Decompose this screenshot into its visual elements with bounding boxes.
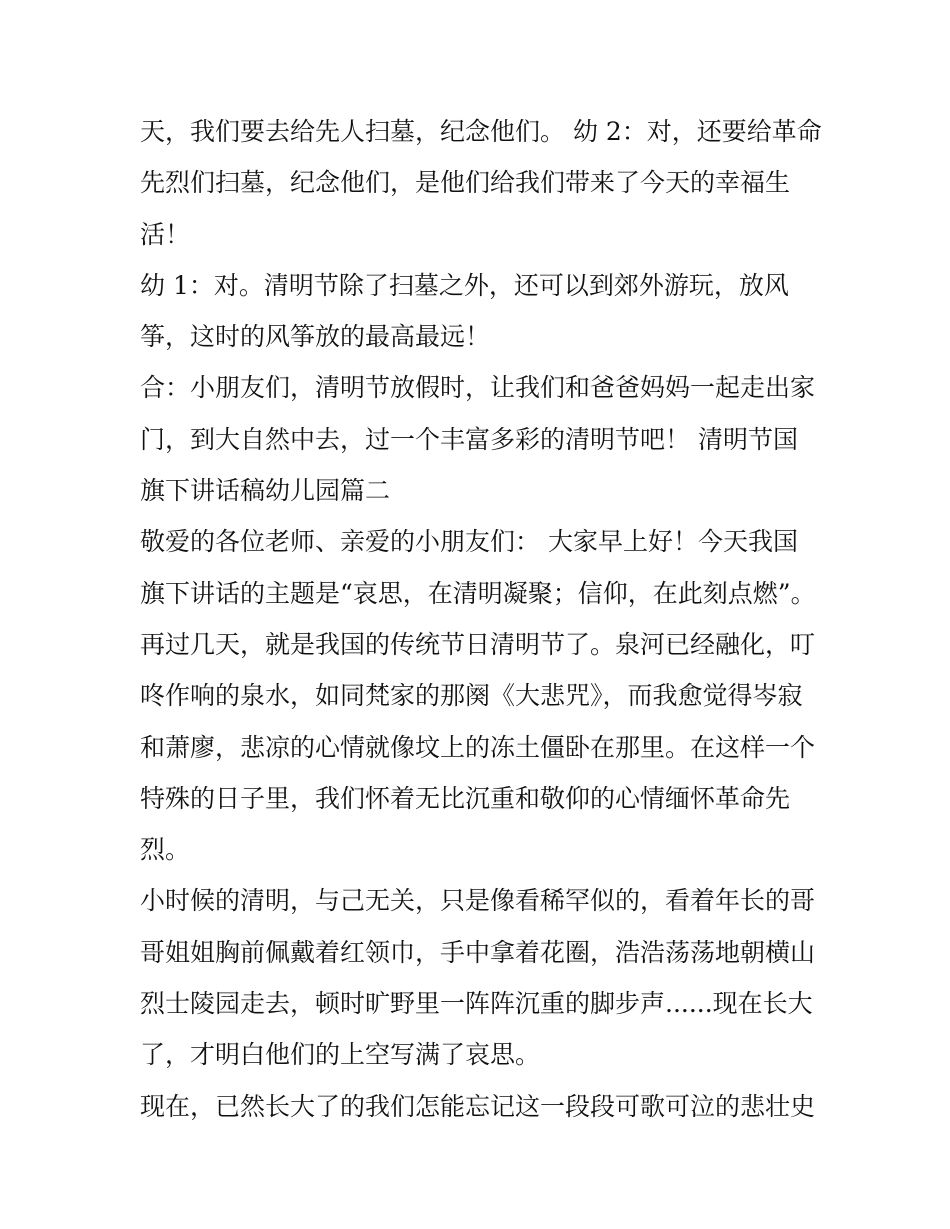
- text-line: 了，才明白他们的上空写满了哀思。: [140, 1040, 541, 1070]
- text-line: 幼 1：对。清明节除了扫墓之外，还可以到郊外游玩，放风: [140, 270, 789, 300]
- text-line: 合：小朋友们，清明节放假时，让我们和爸爸妈妈一起走出家: [140, 373, 816, 403]
- text-line: 旗下讲话的主题是“哀思，在清明凝聚；信仰，在此刻点燃”。: [140, 578, 816, 608]
- text-line: 门，到大自然中去，过一个丰富多彩的清明节吧！ 清明节国: [140, 424, 798, 454]
- text-line: 烈士陵园走去，顿时旷野里一阵阵沉重的脚步声......现在长大: [140, 989, 813, 1019]
- text-line: 敬爱的各位老师、亲爱的小朋友们： 大家早上好！今天我国: [140, 527, 798, 557]
- text-line: 天，我们要去给先人扫墓，纪念他们。 幼 2：对，还要给革命: [140, 117, 822, 146]
- text-line: 现在，已然长大了的我们怎能忘记这一段段可歌可泣的悲壮史: [140, 1091, 816, 1121]
- text-line: 先烈们扫墓，纪念他们，是他们给我们带来了今天的幸福生: [140, 168, 791, 198]
- text-line: 活！: [140, 219, 191, 249]
- text-line: 烈。: [140, 835, 191, 865]
- text-line: 哥姐姐胸前佩戴着红领巾，手中拿着花圈，浩浩荡荡地朝横山: [140, 937, 816, 967]
- text-line: 筝，这时的风筝放的最高最远！: [140, 322, 491, 352]
- text-line: 咚作响的泉水，如同梵家的那阕《大悲咒》，而我愈觉得岑寂: [140, 681, 803, 711]
- text-line: 和萧廖，悲凉的心情就像坟上的冻土僵卧在那里。在这样一个: [140, 732, 816, 762]
- text-line: 小时候的清明，与己无关，只是像看稀罕似的，看着年长的哥: [140, 886, 816, 916]
- text-line: 特殊的日子里，我们怀着无比沉重和敬仰的心情缅怀革命先: [140, 783, 791, 813]
- text-line: 再过几天，就是我国的传统节日清明节了。泉河已经融化，叮: [140, 629, 816, 659]
- document-body: [140, 106, 840, 1132]
- text-line: 旗下讲话稿幼儿园篇二: [140, 476, 391, 506]
